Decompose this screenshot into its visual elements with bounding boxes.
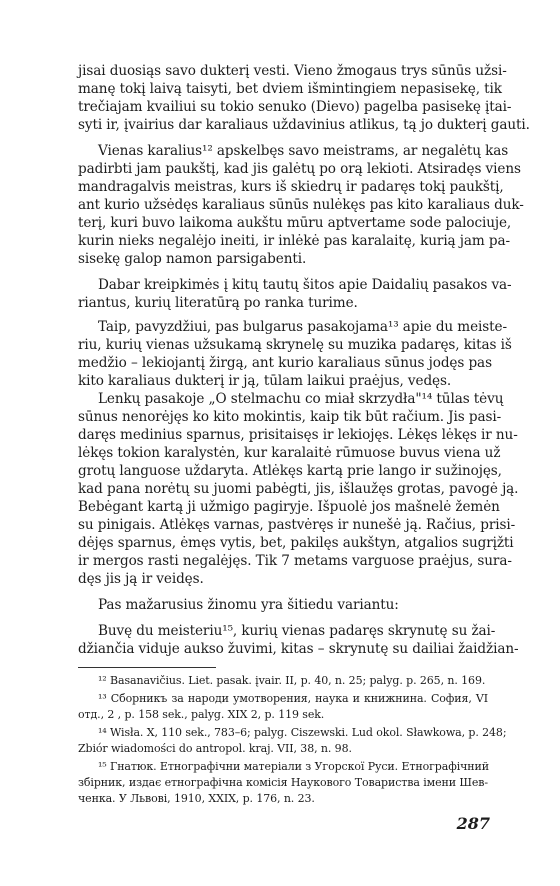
text-line: trečiajam kvailiui su tokio senuko (Dievo) pagelba pasisekę įtai- [78,99,512,115]
text-line: Dabar kreipkimės į kitų tautų šitos apie Daidalių pasakos va- [98,277,512,293]
footnote-rule [78,667,216,668]
text-line: kurin nieks negalėjo ineiti, ir inlėkė pas karalaitę, kurią jam pa- [78,233,511,249]
text-line: dėjęs sparnus, ėmęs vytis, bet, pakilęs aukštyn, atgalios sugrįžti [78,535,514,551]
text-line: padirbti jam paukštį, kad jis galėtų po orą lekioti. Atsiradęs viens [78,161,521,177]
footnote-line: ¹² Basanavičius. Liet. pasak. įvair. II, p. 40, n. 25; palyg. p. 265, n. 169. [98,674,486,687]
text-line: daręs medinius sparnus, prisitaisęs ir lekiojęs. Lėkęs lėkęs ir nu- [78,427,518,443]
text-line: manę tokį laivą taisyti, bet dviem išmintingiem nepasisekę, tik [78,81,502,97]
text-line: Pas mažarusius žinomu yra šitiedu variantu: [98,597,399,613]
text-line: sūnus nenorėjęs ko kito mokintis, kaip tik būt račium. Jis pasi- [78,409,502,425]
page-number: 287 [456,814,490,833]
footnote-line: Zbiór wiadomości do antropol. kraj. VII, 38, n. 98. [78,742,352,755]
text-line: kad pana norėtų su juomi pabėgti, jis, išlaužęs grotas, pavogė ją. [78,481,519,497]
text-line: ant kurio užsėdęs karaliaus sūnūs nulėkęs pas kito karaliaus duk- [78,197,524,213]
text-line: jisai duosiąs savo dukterį vesti. Vieno žmogaus trys sūnūs užsi- [78,63,507,79]
footnote-line: ¹⁵ Гнатюк. Етнографічни матеріали з Угорскої Руси. Етнографічний [98,760,489,773]
text-line: lėkęs tokion karalystėn, kur karalaitė rūmuose buvus viena už [78,445,501,461]
text-line: terį, kuri buvo laikoma aukštu mūru aptvertame sode palociuje, [78,215,512,231]
text-line: Bebėgant kartą ji užmigo pagiryje. Išpuolė jos mašnelė žemėn [78,499,500,515]
text-line: Buvę du meisteriu¹⁵, kurių vienas padaręs skrynutę su žai- [98,623,496,639]
text-line: medžio – lekiojantį žirgą, ant kurio karaliaus sūnus jodęs pas [78,355,492,371]
footnote-line: ¹⁴ Wisła. X, 110 sek., 783–6; palyg. Ciszewski. Lud okol. Sławkowa, p. 248; [98,726,507,739]
text-line: riu, kurių vienas užsukamą skrynelę su muzika padaręs, kitas iš [78,337,512,353]
footnote-line: ¹³ Сборникъ за народи умотворения, наука и книжнина. София, VI [98,692,488,705]
text-line: mandragalvis meistras, kurs iš skiedrų ir padaręs tokį paukštį, [78,179,504,195]
text-line: dęs jis ją ir veidęs. [78,571,204,587]
text-line: Taip, pavyzdžiui, pas bulgarus pasakojama¹³ apie du meiste- [98,319,507,335]
text-line: džiančia viduje aukso žuvimi, kitas – skrynutę su dailiai žaidžian- [78,641,519,657]
text-line: ir mergos rasti negalėjęs. Tik 7 metams varguose praėjus, sura- [78,553,512,569]
text-line: grotų languose uždaryta. Atlėkęs kartą prie lango ir sužinojęs, [78,463,502,479]
footnote-line: збірник, издає етнографічна комісія Наукового Товариства імени Шев- [78,776,488,789]
text-line: sisekę galop namon parsigabenti. [78,251,307,267]
text-line: su pinigais. Atlėkęs varnas, pastvėręs ir nunešė ją. Račius, prisi- [78,517,516,533]
footnote-line: отд., 2 , p. 158 sek., palyg. XIX 2, p. 119 sek. [78,708,325,721]
text-line: kito karaliaus dukterį ir ją, tūlam laikui praėjus, vedęs. [78,373,452,389]
text-line: Vienas karalius¹² apskelbęs savo meistrams, ar negalėtų kas [98,143,509,159]
text-line: syti ir, įvairius dar karaliaus uždavinius atlikus, tą jo dukterį gauti. [78,117,530,133]
text-line: Lenkų pasakoje „O stelmachu co miał skrzydła"¹⁴ tūlas tėvų [98,391,504,407]
footnote-line: ченка. У Львові, 1910, XXIX, p. 176, n. 23. [78,792,315,805]
text-line: riantus, kurių literatūrą po ranka turime. [78,295,358,311]
